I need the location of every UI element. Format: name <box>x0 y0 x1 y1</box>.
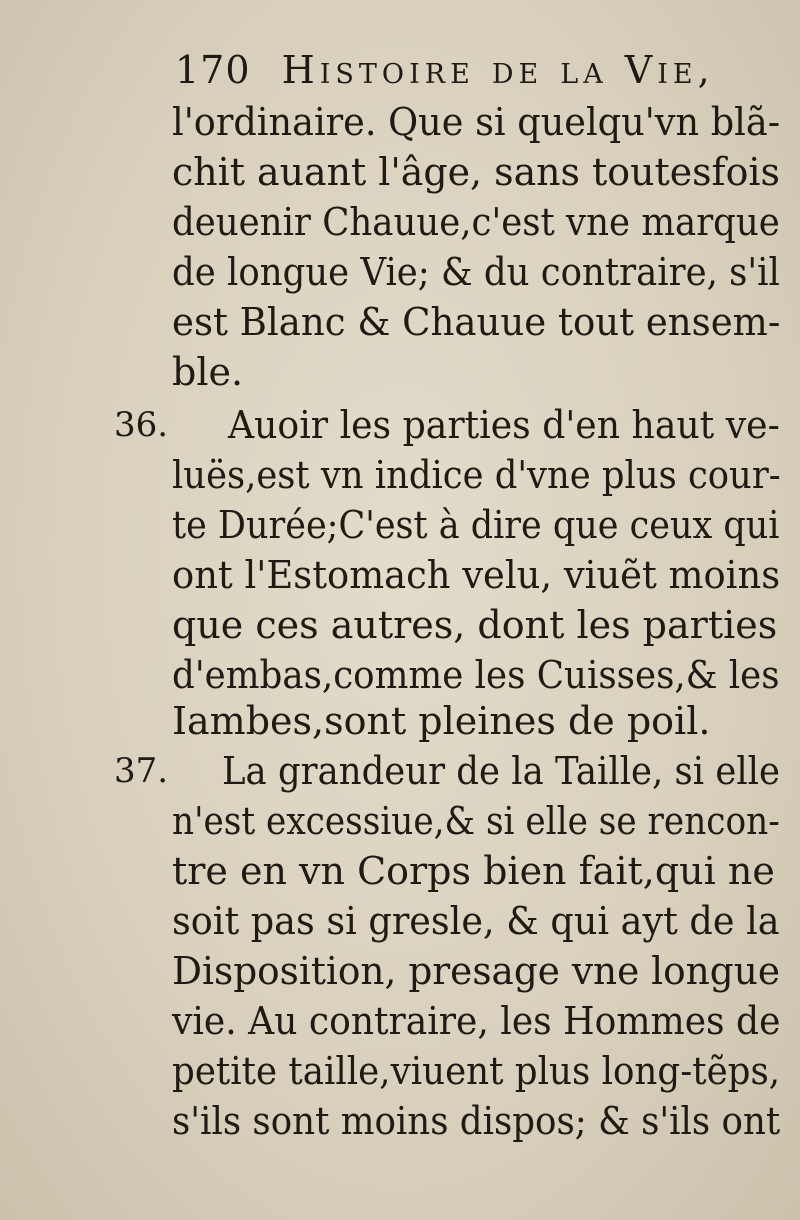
text-line: chit auant l'âge, sans toutesfois <box>172 150 780 194</box>
text-line: deuenir Chauue,c'est vne marque <box>172 200 780 244</box>
paragraph-number-37: 37. <box>114 751 169 791</box>
text-line: tre en vn Corps bien fait,qui ne <box>172 849 775 893</box>
text-line: n'est excessiue,& si elle se rencon- <box>172 799 780 843</box>
running-header <box>175 48 715 92</box>
running-title: Histoire de la Vie, <box>281 48 715 92</box>
text-line: l'ordinaire. Que si quelqu'vn blã- <box>172 100 781 144</box>
text-line: La grandeur de la Taille, si elle <box>222 749 781 793</box>
page-number: 170 <box>175 48 251 92</box>
text-line: ont l'Estomach velu, viuẽt moins <box>172 553 781 597</box>
text-line: Disposition, presage vne longue <box>172 949 780 993</box>
text-line: de longue Vie; & du contraire, s'il <box>172 250 780 294</box>
text-line: que ces autres, dont les parties <box>172 603 778 647</box>
text-line: soit pas si gresle, & qui ayt de la <box>172 899 780 943</box>
text-line: d'embas,comme les Cuisses,& les <box>172 653 780 697</box>
text-line: s'ils sont moins dispos; & s'ils ont <box>172 1099 781 1143</box>
text-line: Iambes,sont pleines de poil. <box>172 699 711 743</box>
text-line: est Blanc & Chauue tout ensem- <box>172 300 781 344</box>
text-line: te Durée;C'est à dire que ceux qui <box>172 503 780 547</box>
text-line: petite taille,viuent plus long-tẽps, <box>172 1049 781 1093</box>
text-line: vie. Au contraire, les Hommes de <box>172 999 781 1043</box>
paragraph-number-36: 36. <box>114 405 169 445</box>
text-line: luës,est vn indice d'vne plus cour- <box>172 453 781 497</box>
text-line: Auoir les parties d'en haut ve- <box>228 403 780 447</box>
text-line: ble. <box>172 350 244 394</box>
